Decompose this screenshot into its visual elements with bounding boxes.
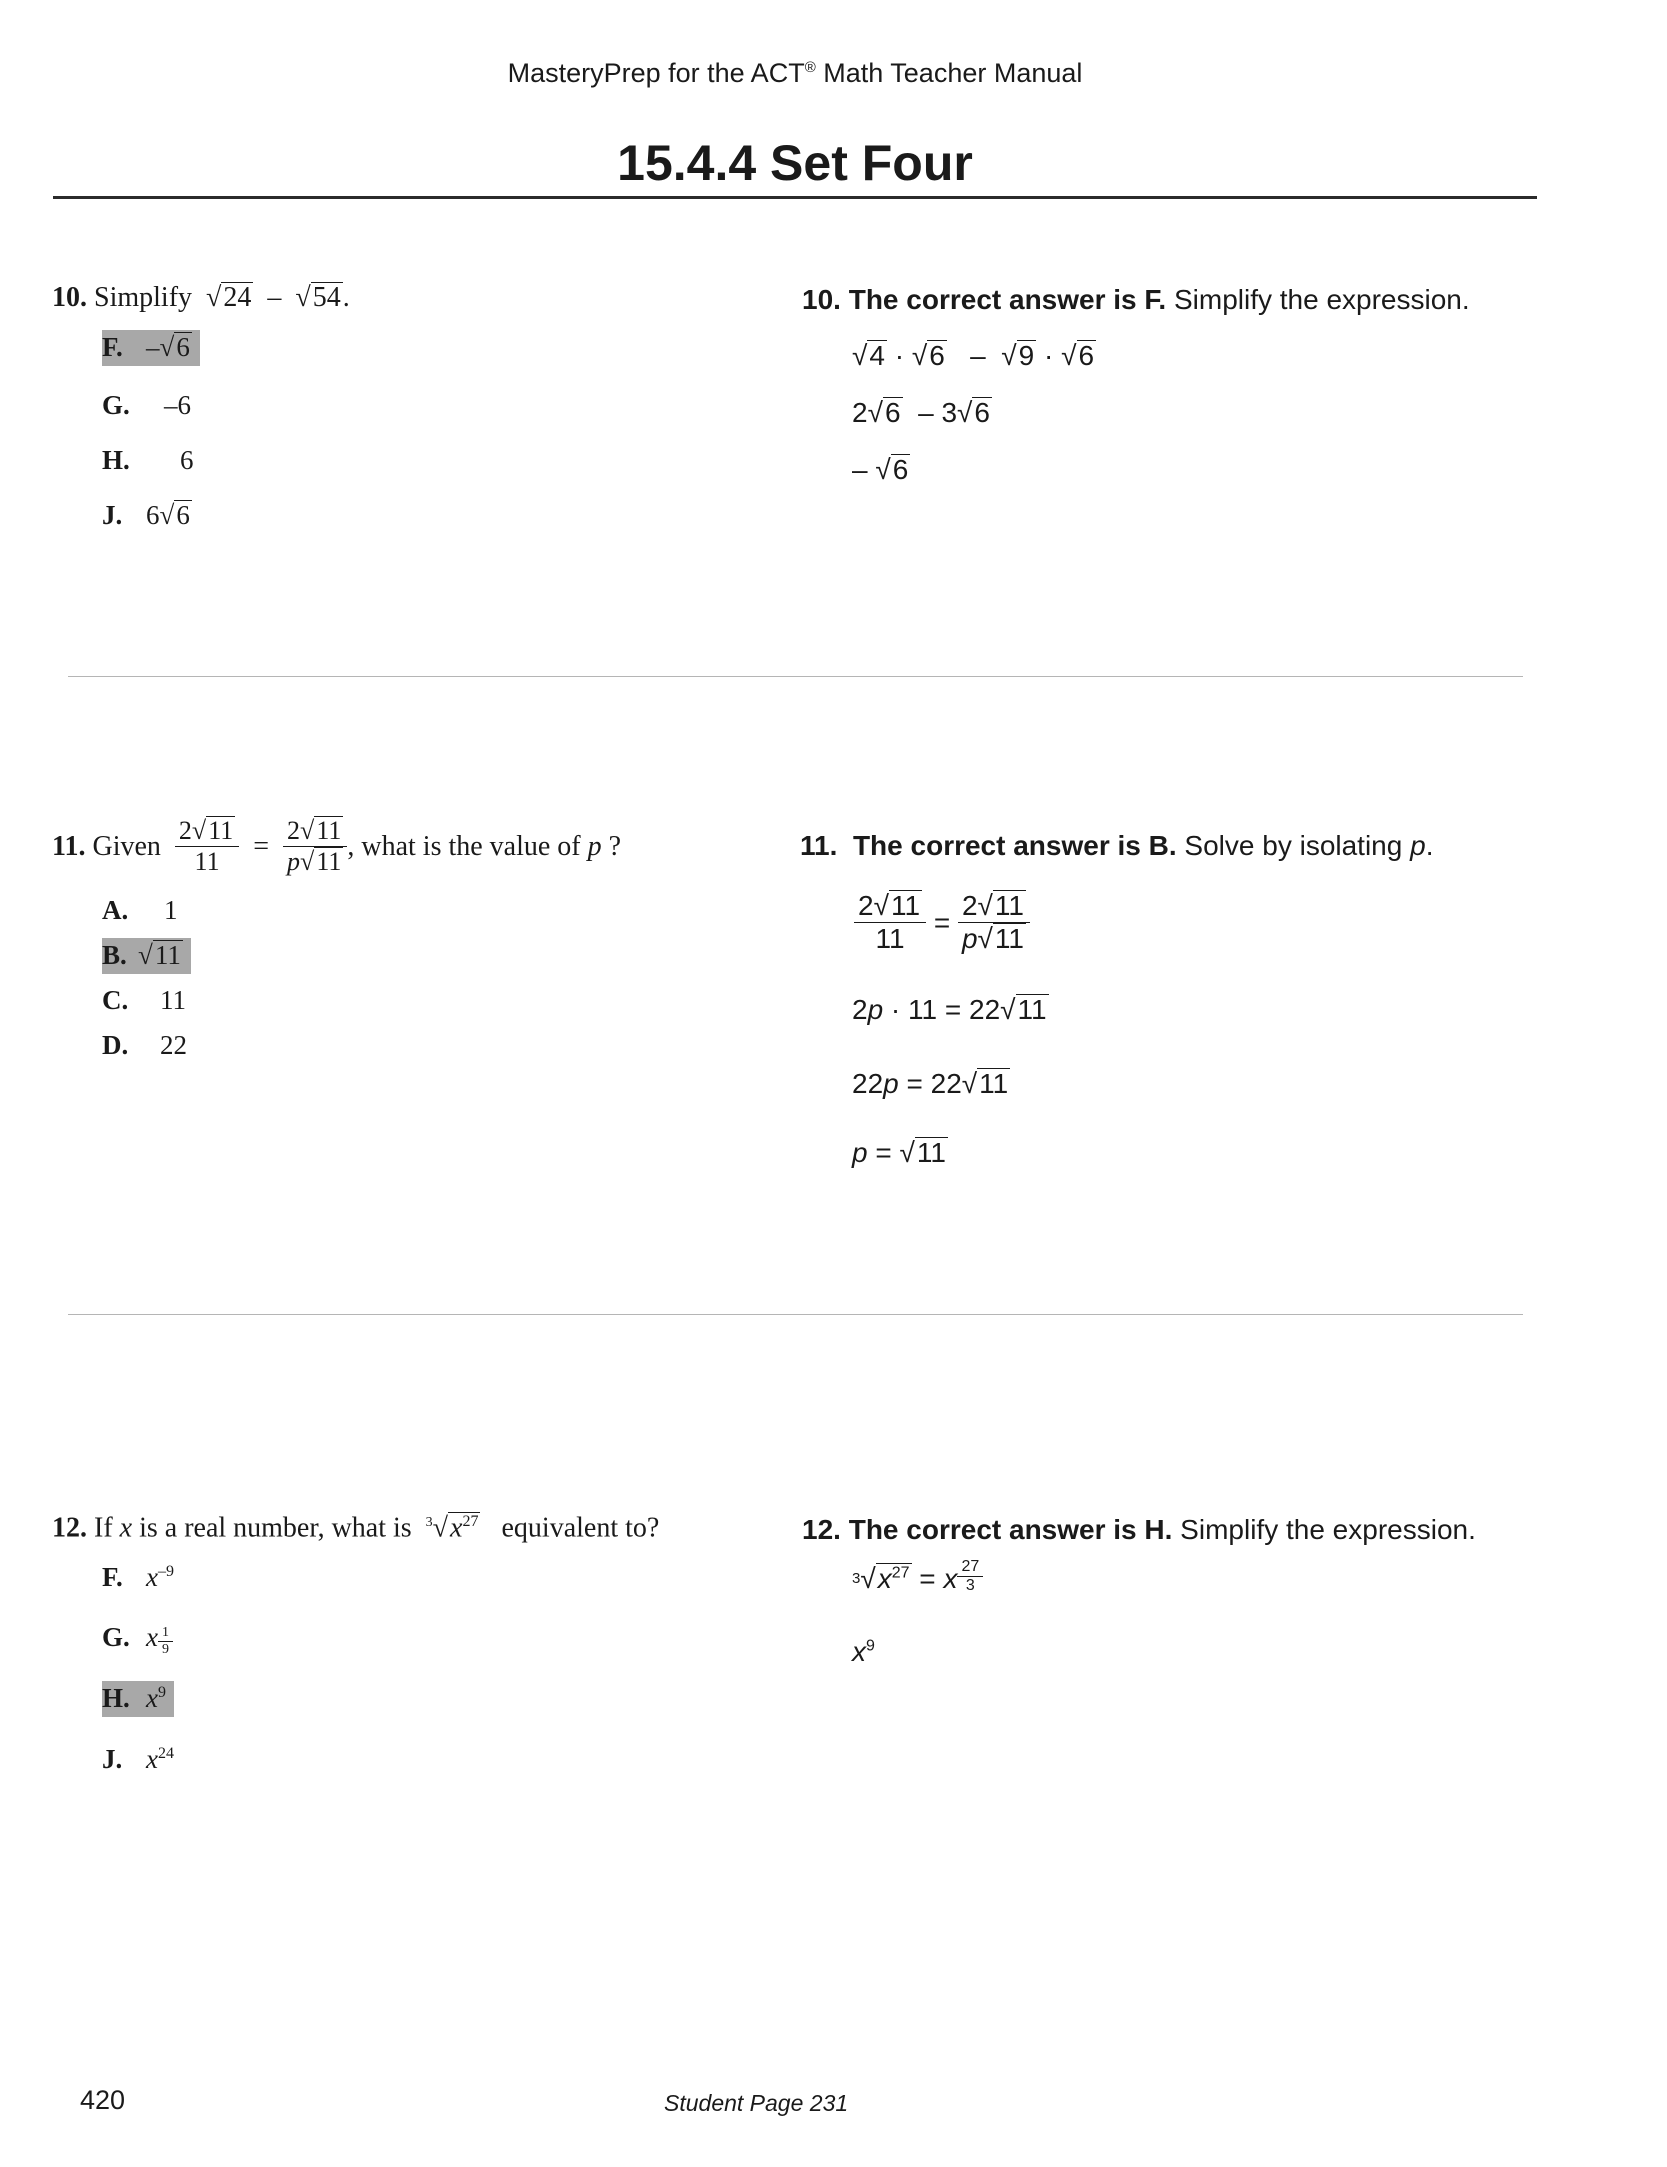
fraction: $\frac{2√11}{p√11}$ [958,890,1030,955]
equals-sign: = [253,830,270,862]
radicand: 11 [208,816,234,845]
option-h [102,445,194,476]
punctuation: . [1425,830,1434,861]
operator: – 3 [918,397,958,428]
answer-text: Simplify the expression. [1172,1514,1476,1545]
option-value: 1 [164,895,178,925]
operator: – [267,282,282,313]
root-index: 3 [425,1515,433,1530]
equals-sign: = [933,906,951,938]
numerator-coefficient: 2 [287,816,301,845]
option-letter: B. [102,940,127,970]
variable: x [146,1562,158,1592]
variable: x [146,1683,158,1713]
question-number: 10. [52,282,87,313]
option-letter: H. [102,1683,130,1713]
variable: x [119,1512,133,1544]
radicand: 6 [884,397,901,428]
option-c [102,985,186,1016]
variable: x [943,1562,958,1594]
numerator-coefficient: 2 [178,816,192,845]
question-number: 12. [52,1512,87,1544]
radicand: 11 [979,1068,1009,1099]
option-letter: A. [102,895,129,925]
operator: · [894,340,905,371]
variable: x [877,1562,892,1594]
option-j: J. 6√6 [102,500,190,530]
question-11 [52,816,621,877]
question-text: Given [92,830,161,862]
option-g [102,1622,173,1658]
denominator: 3 [965,1577,975,1594]
radicand: 6 [929,340,945,371]
option-letter: F. [102,1562,123,1592]
numerator: 27 [957,1558,983,1577]
fraction: $\frac{2√11}{11}$ [854,890,926,955]
answer-text: Solve by isolating [1176,830,1411,861]
punctuation: ? [608,830,622,862]
exponent-fraction [158,1625,173,1658]
answer-label: The correct answer is H. [848,1514,1173,1545]
option-value: – [146,332,160,362]
variable: x [146,1744,158,1774]
option-d [102,1030,187,1061]
variable: p [883,1068,899,1099]
work-line: 2p · 11 = 22√11 [852,994,1047,1025]
variable: p [1410,830,1426,861]
option-g [102,390,191,421]
denominator: 11 [194,847,220,876]
radicand: 11 [154,940,181,970]
radicand: 6 [1078,340,1095,371]
denominator: 11 [875,923,905,954]
option-h [102,1683,174,1714]
denominator: 9 [161,1642,169,1657]
answer-11 [800,830,1433,862]
radicand: 6 [176,332,190,362]
radicand: 11 [994,923,1024,954]
work-line: – √6 [852,454,909,485]
page-number: 420 [80,2085,126,2115]
operator: – [970,340,986,371]
numerator: 1 [158,1625,173,1642]
radicand: 24 [223,282,252,313]
work-line [854,890,1030,955]
expression: · 11 = 22 [883,994,1001,1025]
answer-text: Simplify the expression. [1166,284,1470,315]
variable: p [852,1137,868,1168]
exponent-fraction [957,1558,983,1595]
radicand: 11 [994,890,1024,921]
radicand: 4 [869,340,885,371]
question-text: If [94,1512,113,1544]
radicand: 11 [916,1137,946,1168]
work-line: 22p = 22√11 [852,1068,1009,1099]
answer-12 [802,1514,1476,1546]
option-letter: G. [102,1622,130,1652]
registered-mark: ® [804,59,816,76]
answer-label: The correct answer is B. [852,830,1177,861]
operator: – [852,454,868,485]
variable: x [852,1636,866,1667]
option-letter: J. [102,1744,123,1774]
answer-number: 12. [802,1514,841,1545]
variable: p [867,994,884,1025]
numerator-coefficient: 2 [961,890,978,921]
coefficient: 2 [852,994,868,1025]
radicand: 9 [1018,340,1035,371]
work-line: p = √11 [852,1137,946,1168]
page-header [0,58,1590,89]
fraction: $\frac{2√11}{p√11}$ [283,816,347,877]
equals-sign: = [919,1562,936,1594]
question-text: equivalent to? [501,1512,660,1544]
title-rule [53,196,1537,199]
variable: x [450,1512,463,1544]
question-10: 10. Simplify √24 – √54. [52,282,350,313]
exponent: 27 [891,1564,910,1582]
answer-10 [802,284,1470,316]
numerator-coefficient: 2 [858,890,874,921]
option-letter: F. [102,332,123,362]
section-divider [68,1314,1523,1315]
option-value: 6 [180,445,194,475]
student-page-ref: Student Page 231 [664,2090,849,2116]
expression: = 22 [898,1068,962,1099]
exponent: 24 [157,1745,174,1762]
option-b: B. √11 [102,940,191,971]
fraction: $\frac{2√11}{11}$ [175,816,239,877]
header-text: MasteryPrep for the ACT [507,58,805,88]
question-12: 12. If x is a real number, what is $^3√x^{27}$ equivalent to? [52,1512,660,1544]
option-value: 6 [146,500,160,530]
answer-number: 10. [802,284,841,315]
question-text: , what is the value of [347,830,581,862]
radicand: 11 [316,816,342,845]
option-letter: D. [102,1030,129,1060]
work-line: 2√6 – 3√6 [852,397,990,428]
punctuation: . [342,282,350,313]
root-index: 3 [852,1570,861,1587]
variable: p [287,847,301,876]
option-letter: G. [102,390,130,420]
page-title: 15.4.4 Set Four [617,135,973,191]
option-f [102,1562,174,1593]
question-text: is a real number, what is [139,1512,412,1544]
option-f: F. –√6 [102,332,200,363]
radicand: 11 [316,847,342,876]
variable: p [587,830,602,862]
option-value: –6 [164,390,191,420]
exponent: 9 [157,1684,166,1701]
radicand: 11 [1017,994,1047,1025]
exponent: 27 [462,1513,479,1530]
radicand: 6 [974,397,990,428]
exponent: –9 [157,1563,174,1580]
option-value: 11 [160,985,186,1015]
variable: x [146,1622,158,1652]
header-text-2: Math Teacher Manual [815,58,1083,88]
variable: p [961,923,978,954]
option-j [102,1744,174,1775]
work-line [852,1636,875,1668]
option-value: 22 [160,1030,187,1060]
option-letter: H. [102,445,130,475]
expression: = [867,1137,900,1168]
radicand: 54 [312,282,341,313]
coefficient: 22 [852,1068,884,1099]
question-number: 11. [52,830,86,862]
option-a [102,895,178,926]
answer-number: 11. [800,830,838,861]
radicand: 6 [892,454,909,485]
answer-label: The correct answer is F. [848,284,1167,315]
option-letter: J. [102,500,123,530]
radicand: 6 [176,500,190,530]
radicand: 11 [890,890,921,921]
section-divider [68,676,1523,677]
operator: · [1044,340,1054,371]
coefficient: 2 [852,397,868,428]
exponent: 9 [866,1637,875,1655]
work-line: √4 · √6 – √9 · √6 [852,340,1095,371]
work-line: 3 √ $x^{27}$ = x $\frac{27}{3}$ [852,1562,983,1595]
option-letter: C. [102,985,129,1015]
question-text: Simplify [94,282,193,313]
